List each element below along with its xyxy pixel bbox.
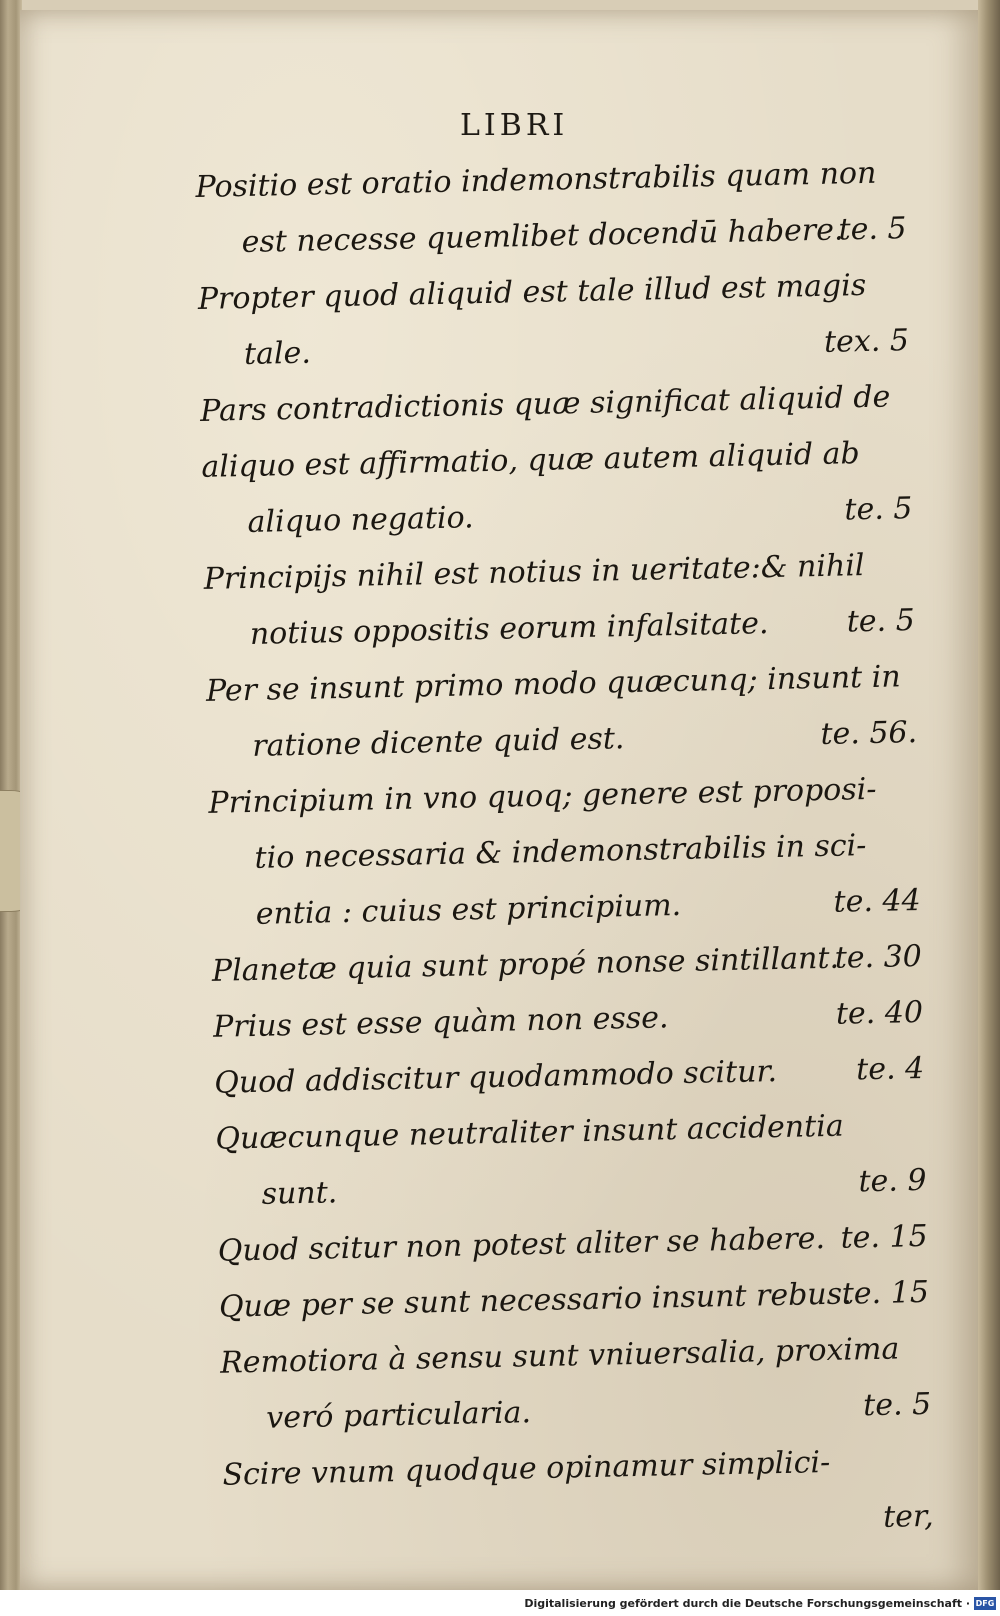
entry-text: veró particularia. [265, 1395, 532, 1436]
entry-text: Quod addiscitur quodammodo scitur. [213, 1054, 778, 1101]
entry-text: Quæ per se sunt necessario insunt rebus. [218, 1276, 852, 1325]
text-reference: te. 5 [862, 1386, 932, 1424]
right-page-edge [978, 0, 1000, 1616]
text-reference: te. 40 [835, 994, 924, 1032]
dfg-logo: DFG [975, 1599, 995, 1608]
running-head: LIBRI [460, 108, 569, 143]
text-reference: te. 15 [841, 1274, 930, 1312]
entry-text: tale. [243, 335, 312, 373]
entry-text: Remotiora à sensu sunt vniuersalia, proxima [219, 1331, 900, 1381]
entry-text: tio necessaria & indemonstrabilis in sci- [254, 828, 867, 876]
digitization-credit: Digitalisierung gefördert durch die Deutsche Forschungsgemeinschaft · [524, 1597, 970, 1610]
text-reference: tex. 5 [823, 323, 910, 360]
entry-text: Prius est esse quàm non esse. [212, 1000, 669, 1045]
index-text-block [195, 147, 934, 1562]
text-reference: te. 44 [833, 882, 921, 920]
entry-text: ratione dicente quid est. [251, 721, 625, 764]
entry-text: est necesse quemlibet docendū habere. [241, 212, 844, 261]
entry-text: aliquo negatio. [247, 500, 474, 540]
text-reference: te. 4 [855, 1050, 925, 1088]
text-reference: te. 15 [840, 1218, 929, 1256]
text-reference: te. 30 [834, 938, 923, 976]
entry-text: Principium in vno quoq; genere est proposi- [208, 771, 877, 821]
text-reference: te. 9 [858, 1162, 927, 1200]
entry-text: sunt. [261, 1175, 338, 1212]
entry-text: Scire vnum quodque opinamur simplici- [222, 1444, 831, 1493]
text-reference: te. 5 [846, 603, 916, 640]
entry-text: Quod scitur non potest aliter se habere. [217, 1221, 826, 1269]
text-reference: te. 5 [838, 211, 907, 248]
entry-text: Pars contradictionis quæ significat aliquid de [199, 379, 891, 429]
entry-text: Positio est oratio indemonstrabilis quam non [195, 155, 877, 205]
text-reference: te. 56. [820, 715, 918, 753]
entry-text: Propter quod aliquid est tale illud est magis [197, 267, 867, 317]
entry-text: notius oppositis eorum infalsitate. [249, 606, 769, 652]
text-reference: te. 5 [844, 491, 913, 528]
entry-text: Quæcunque neutraliter insunt accidentia [215, 1108, 845, 1157]
entry-text: Principijs nihil est notius in ueritate:& nihil [203, 548, 865, 597]
entry-text: Planetæ quia sunt propé nonse sintillant. [211, 940, 840, 989]
entry-text: entia : cuius est principium. [255, 887, 682, 932]
entry-text: aliquo est affirmatio, quæ autem aliquid ab [201, 436, 861, 485]
text-reference: ter, [882, 1498, 934, 1535]
entry-text: Per se insunt primo modo quæcunq; insunt in [205, 659, 901, 709]
